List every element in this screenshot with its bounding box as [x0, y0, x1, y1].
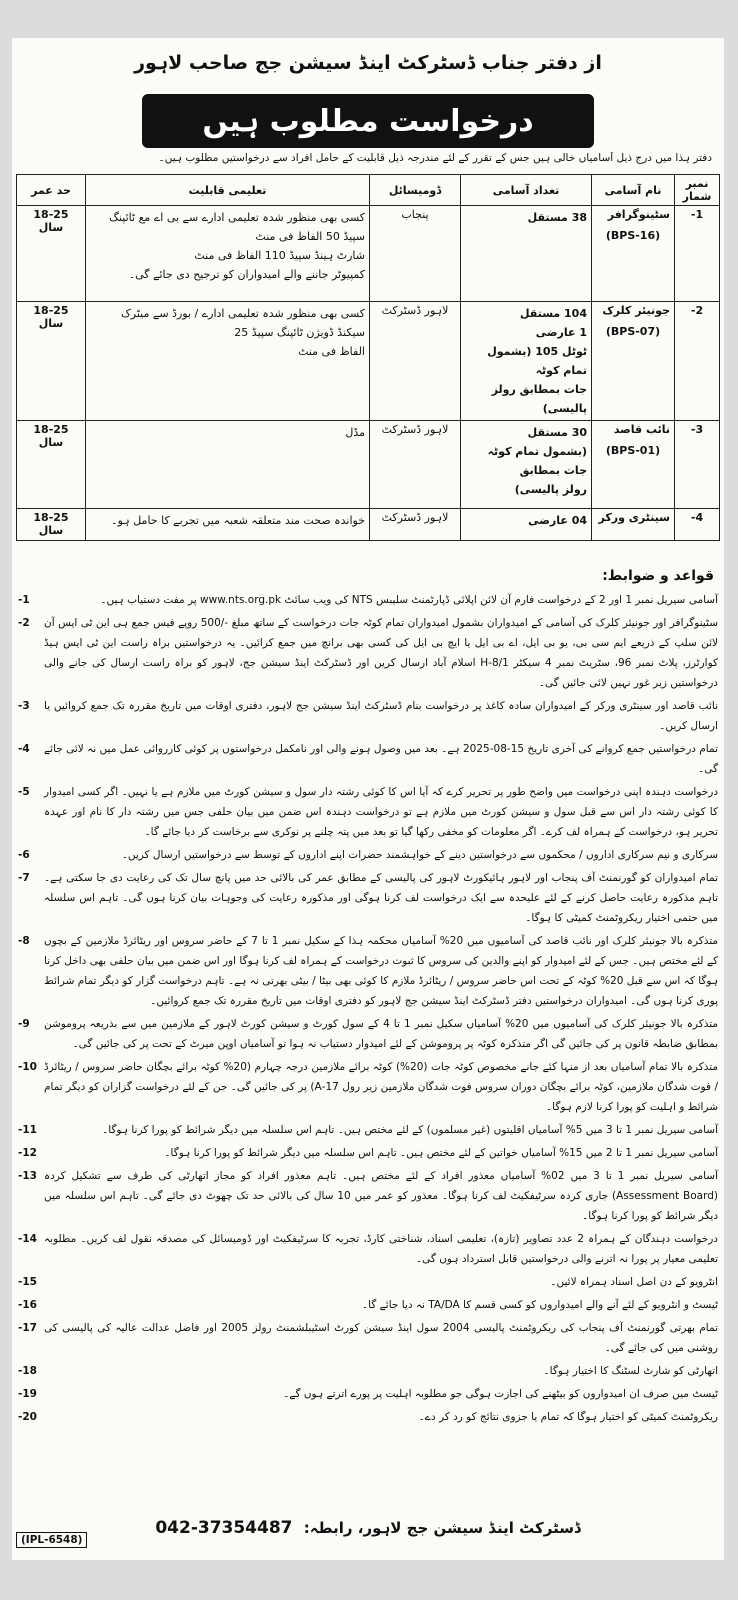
contact-line: [102, 1518, 634, 1538]
rule-text: تمام بھرتی گورنمنٹ آف پنجاب کی ریکروٹمنٹ پالیسی 2004 سول اینڈ سیشن کورٹ اسٹیبلشمنٹ رولز 2005 اور فاضل عدالت عالیہ کی پالیسی کی روشنی میں کی جائے گی۔: [44, 1322, 718, 1354]
post-bps: (BPS-07): [605, 325, 661, 338]
row-count: [461, 206, 592, 302]
row-sr: -3: [675, 421, 720, 509]
post-bps: (BPS-16): [605, 229, 661, 242]
rule-item: [18, 1295, 718, 1315]
rule-item: [18, 1361, 718, 1381]
rules-list: [18, 590, 718, 1510]
row-post: [592, 206, 675, 302]
table-header-row: [17, 175, 720, 206]
rule-number: -18: [18, 1365, 37, 1377]
row-domicile: لاہور ڈسٹرکٹ: [370, 509, 461, 541]
rule-item: [18, 1143, 718, 1163]
table-row: [17, 421, 720, 509]
rule-number: -14: [18, 1233, 37, 1245]
rule-number: -17: [18, 1322, 37, 1334]
header-domicile: ڈومیسائل: [370, 175, 461, 206]
header-sr: نمبر شمار: [675, 175, 720, 206]
post-bps: (BPS-01): [605, 444, 661, 457]
count-line: 1 عارضی: [535, 326, 587, 339]
rule-number: -12: [18, 1147, 37, 1159]
header-count: تعداد آسامی: [461, 175, 592, 206]
row-sr: -1: [675, 206, 720, 302]
row-domicile: لاہور ڈسٹرکٹ: [370, 421, 461, 509]
row-age: 18-25 سال: [17, 509, 86, 541]
row-post: [592, 509, 675, 541]
qualification-line: کمپیوٹر جاننے والے امیدواران کو ترجیح دی جائے گی۔: [128, 268, 365, 281]
rule-number: -1: [18, 594, 30, 606]
post-name: نائب قاصد: [613, 423, 670, 436]
rule-text: متذکرہ بالا تمام آسامیاں بعد از منہا کئے جانے مخصوص کوٹہ جات (20%) کوٹہ برائے ملازمین درجہ چہارم (20% کوٹہ برائے بچگان حاضر سروس / ریٹائرڈ / فوت شدگان ملازمین، کوٹہ برائے بچگان دوران سروس فوت شدگان ملازمین زیر رول 17-A) پر کی جائیں گی۔ جن کے لئے درخواست گزاران کو دیگر تمام شرائط و اہلیت کو پورا کرنا لازم ہوگا۔: [44, 1061, 719, 1113]
header-age: حد عمر: [17, 175, 86, 206]
row-qualification: [86, 206, 370, 302]
rule-item: [18, 1120, 718, 1140]
rule-number: -4: [18, 743, 30, 755]
rule-item: [18, 868, 718, 928]
row-sr: -4: [675, 509, 720, 541]
table-row: [17, 509, 720, 541]
rule-text: آسامی سیریل نمبر 1 تا 2 میں 15% آسامیاں خواتین کے لئے مختص ہیں۔ تاہم اس سلسلہ میں دیگر شرائط کو پورا کرنا ہوگا۔: [164, 1147, 718, 1159]
post-name: سٹینوگرافر: [607, 208, 670, 221]
rule-text: انٹرویو کے دن اصل اسناد ہمراہ لائیں۔: [550, 1276, 718, 1288]
table-row: [17, 206, 720, 302]
rule-item: [18, 1407, 718, 1427]
rules-heading: قواعد و ضوابط:: [602, 568, 714, 584]
rule-item: [18, 1229, 718, 1269]
row-domicile: پنجاب: [370, 206, 461, 302]
rule-number: -3: [18, 700, 30, 712]
vacancy-table: [16, 174, 720, 541]
rule-number: -5: [18, 786, 30, 798]
post-name: سینٹری ورکر: [598, 511, 670, 524]
rule-text: آسامی سیریل نمبر 1 تا 3 میں 02% آسامیاں معذور افراد کے لئے مختص ہیں۔ تاہم معذور افراد کو مجاز اتھارٹی کی طرف سے تشکیل کردہ (Assessment Board) جاری کردہ سرٹیفکیٹ لف کرنا ہوگا۔ معذور کو عمر میں 10 سال کی بالائی حد تک چھوٹ دی جائے گی۔ تاہم اس سلسلہ میں دیگر شرائط کو پورا کرنا ہوگا۔: [44, 1170, 719, 1222]
qualification-line: الفاظ فی منٹ: [298, 345, 365, 358]
row-post: [592, 302, 675, 421]
ipl-code: (IPL-6548): [16, 1532, 87, 1548]
rule-text: سٹینوگرافر اور جونیئر کلرک کی آسامی کے امیدواران بشمول امیدواران تمام کوٹہ جات درخواست کے ساتھ مبلغ -/500 روپے فیس جمع ہی این ٹی ایس آن لائن سلپ کے ذریعے ایم سی بی، یو بی ایل، اے بی ایل یا ایچ بی ایل کی کسی بھی برانچ میں جمع کرائیں۔ یہ درخواستیں براہ راست این ٹی ایس ہیڈ کوارٹرز، پلاٹ نمبر 96، سٹریٹ نمبر 4 سیکٹر H-8/1 اسلام آباد ارسال کریں اور ڈسٹرکٹ اینڈ سیشن جج، لاہور کو براہ راست ارسال کی جانے والی درخواستیں زیر غور نہیں لائی جائیں گی۔: [44, 617, 719, 689]
qualification-line: مڈل: [345, 426, 365, 439]
contact-phone: 042-37354487: [155, 1518, 293, 1538]
rule-number: -6: [18, 849, 30, 861]
rule-number: -2: [18, 617, 30, 629]
contact-label: ڈسٹرکٹ اینڈ سیشن جج لاہور، رابطہ:: [303, 1519, 581, 1537]
count-line: رولز پالیسی): [514, 483, 587, 496]
rule-item: [18, 590, 718, 610]
intro-text: دفتر ہذا میں درج ذیل آسامیاں خالی ہیں جس کے تقرر کے لئے مندرجہ ذیل قابلیت کے حامل افراد سے درخواستیں مطلوب ہیں۔: [158, 152, 712, 164]
rule-number: -8: [18, 935, 30, 947]
rule-item: [18, 782, 718, 842]
rule-number: -7: [18, 872, 30, 884]
rule-item: [18, 613, 718, 693]
rule-text: آسامی سیریل نمبر 1 اور 2 کے درخواست فارم آن لائن اپلائی ڈپارٹمنٹ سلیبس NTS کی ویب سائٹ www.nts.org.pk پر مفت دستیاب ہیں۔: [100, 594, 718, 606]
row-age: 18-25 سال: [17, 206, 86, 302]
table-row: [17, 302, 720, 421]
rule-number: -19: [18, 1388, 37, 1400]
rule-item: [18, 739, 718, 779]
rule-item: [18, 1384, 718, 1404]
rule-text: ٹیسٹ و انٹرویو کے لئے آنے والے امیدواروں کو کسی قسم کا TA/DA نہ دیا جائے گا۔: [361, 1299, 718, 1311]
rule-text: تمام امیدواران کو گورنمنٹ آف پنجاب اور لاہور ہائیکورٹ لاہور کی پالیسی کے مطابق عمر کی بالائی حد میں پانچ سال تک کی رعایت دی جا سکتی ہے۔ تاہم مذکورہ رعایت حاصل کرنے کے لئے علیحدہ سے ایک درخواست لف کرنا ہوگی اور مذکورہ رعایت کی وجوہات بیان کرنا ہوں گی۔ تاہم اس سلسلہ میں حتمی اختیار ریکروٹمنٹ کمیٹی کا ہوگا۔: [44, 872, 718, 924]
rule-text: اتھارٹی کو شارٹ لسٹنگ کا اختیار ہوگا۔: [543, 1365, 718, 1377]
rule-text: آسامی سیریل نمبر 1 تا 3 میں 5% آسامیاں اقلیتوں (غیر مسلموں) کے لئے مختص ہیں۔ تاہم اس سلسلہ میں دیگر شرائط کو پورا کرنا ہوگا۔: [102, 1124, 718, 1136]
row-age: 18-25 سال: [17, 421, 86, 509]
rule-text: ٹیسٹ میں صرف ان امیدواروں کو بیٹھنے کی اجازت ہوگی جو مطلوبہ اہلیت پر پورے اترتے ہوں گے۔: [283, 1388, 718, 1400]
rule-text: نائب قاصد اور سینٹری ورکر کے امیدواران سادہ کاغذ پر درخواست بنام ڈسٹرکٹ اینڈ سیشن جج لاہور، دفتری اوقات میں تاریخ مقررہ تک جمع کروائیں یا ارسال کریں۔: [44, 700, 718, 732]
rule-text: ریکروٹمنٹ کمیٹی کو اختیار ہوگا کہ تمام یا جزوی نتائج کو رد کر دے۔: [418, 1411, 718, 1423]
job-advertisement: [12, 38, 724, 1560]
rule-item: [18, 1318, 718, 1358]
rule-text: تمام درخواستیں جمع کروانے کی آخری تاریخ 15-08-2025 ہے۔ بعد میں وصول ہونے والی اور نامکمل درخواستوں پر کوئی کارروائی عمل میں نہ لائی جائے گی۔: [44, 743, 718, 775]
rule-number: -11: [18, 1124, 37, 1136]
qualification-line: کسی بھی منظور شدہ تعلیمی ادارے سے بی اے مع ٹائپنگ سپیڈ 50 الفاظ فی منٹ: [109, 211, 365, 243]
count-line: 30 مستقل: [527, 426, 587, 439]
qualification-line: شارٹ ہینڈ سپیڈ 110 الفاظ فی منٹ: [194, 249, 365, 262]
rule-number: -15: [18, 1276, 37, 1288]
rule-item: [18, 845, 718, 865]
count-line: ٹوٹل 105 (بشمول تمام کوٹہ: [487, 345, 587, 377]
qualification-line: کسی بھی منظور شدہ تعلیمی ادارے / بورڈ سے میٹرک سیکنڈ ڈویژن ٹائپنگ سپیڈ 25: [120, 307, 365, 339]
row-count: [461, 421, 592, 509]
count-line: 104 مستقل: [519, 307, 587, 320]
rule-item: [18, 696, 718, 736]
rule-text: سرکاری و نیم سرکاری اداروں / محکموں سے درخواستیں دینے کے خواہشمند حضرات اپنے اداروں کے توسط سے درخواستیں ارسال کریں۔: [121, 849, 718, 861]
row-count: [461, 509, 592, 541]
rule-number: -9: [18, 1018, 30, 1030]
rule-item: [18, 1057, 718, 1117]
count-line: (بشمول تمام کوٹہ جات بمطابق: [487, 445, 587, 477]
post-name: جونیئر کلرک: [602, 304, 670, 317]
qualification-line: خواندہ صحت مند متعلقہ شعبہ میں تجربے کا حامل ہو۔: [111, 514, 365, 527]
rule-text: درخواست دہندہ اپنی درخواست میں واضح طور پر تحریر کرے کہ آیا اس کا کوئی رشتہ دار سول و سیشن کورٹ میں ملازم ہے یا نہیں۔ اگر کسی امیدوار کا کوئی رشتہ دار اس سے قبل سول و سیشن کورٹ میں ملازم ہے تو درخواست دہندہ اس ضمن میں بیان حلفی جس میں رشتہ دار کا نام اور عہدہ تحریر ہو، درخواست کے ہمراہ لف کرے۔ اگر معلومات کو مخفی رکھا گیا تو بعد میں پتہ چلنے پر نوکری سے برخاست کر دیا جائے گا۔: [44, 786, 718, 838]
rule-item: [18, 1014, 718, 1054]
count-line: 04 عارضی: [528, 514, 587, 527]
rule-number: -16: [18, 1299, 37, 1311]
count-line: جات بمطابق رولز پالیسی): [491, 383, 587, 415]
rule-number: -20: [18, 1411, 37, 1423]
row-sr: -2: [675, 302, 720, 421]
rule-item: [18, 1166, 718, 1226]
row-qualification: [86, 302, 370, 421]
rule-text: متذکرہ بالا جونیئر کلرک کی آسامیوں میں 20% آسامیاں سکیل نمبر 1 تا 4 کے سول کورٹ و سیشن کورٹ لاہور کے ملازمین میں سے بذریعہ پروموشن بمطابق ضابطہ قانون پر کی جائیں گی اگر متذکرہ کوٹہ پر پروموشن کے لئے امیدوار دستیاب نہ ہوا تو آسامیاں اوپن میرٹ کے تحت پر کی جائیں گی۔: [44, 1018, 719, 1050]
row-post: [592, 421, 675, 509]
office-title: از دفتر جناب ڈسٹرکٹ اینڈ سیشن جج صاحب لاہور: [134, 52, 602, 74]
row-domicile: لاہور ڈسٹرکٹ: [370, 302, 461, 421]
rule-number: -13: [18, 1170, 37, 1182]
row-qualification: [86, 421, 370, 509]
rule-text: درخواست دہندگان کے ہمراہ 2 عدد تصاویر (تازہ)، تعلیمی اسناد، شناختی کارڈ، تجربہ کا سرٹیفکیٹ اور ڈومیسائل کی مصدقہ نقول لف کریں۔ مطلوبہ تعلیمی معیار پر پورا نہ اترنے والی درخواستیں قابل استرداد ہوں گی۔: [44, 1233, 718, 1265]
rule-item: [18, 1272, 718, 1292]
header-post: نام آسامی: [592, 175, 675, 206]
row-count: [461, 302, 592, 421]
rule-number: -10: [18, 1061, 37, 1073]
rule-item: [18, 931, 718, 1011]
count-line: 38 مستقل: [527, 211, 587, 224]
row-qualification: [86, 509, 370, 541]
banner-heading: درخواست مطلوب ہیں: [142, 94, 594, 148]
header-qualification: تعلیمی قابلیت: [86, 175, 370, 206]
rule-text: متذکرہ بالا جونیئر کلرک اور نائب قاصد کی آسامیوں میں 20% آسامیاں محکمہ ہذا کے سکیل نمبر 1 تا 7 کے حاضر سروس اور ریٹائرڈ ملازمین کے بچوں کے لئے مختص ہیں۔ جس کے لئے امیدوار کو اپنے والدین کی سروس کا ثبوت درخواست کے ہمراہ لف کرنا ہوگا اور اس ضمن میں بیان حلفی بھی داخل کرنا ہوگا کہ اس سے قبل 20% کوٹہ کے تحت اس حاضر سروس / ریٹائرڈ ملازم کا کوئی بھی بیٹا / بیٹی بھرتی نہ ہے۔ تاہم درخواست گزار کو دیگر تمام شرائط پوری کرنا ہوں گی۔ امیدواران درخواستیں دفتر ڈسٹرکٹ اینڈ سیشن جج لاہور کو دفتری اوقات میں تاریخ مقررہ تک جمع کروائیں۔: [44, 935, 719, 1007]
row-age: 18-25 سال: [17, 302, 86, 421]
